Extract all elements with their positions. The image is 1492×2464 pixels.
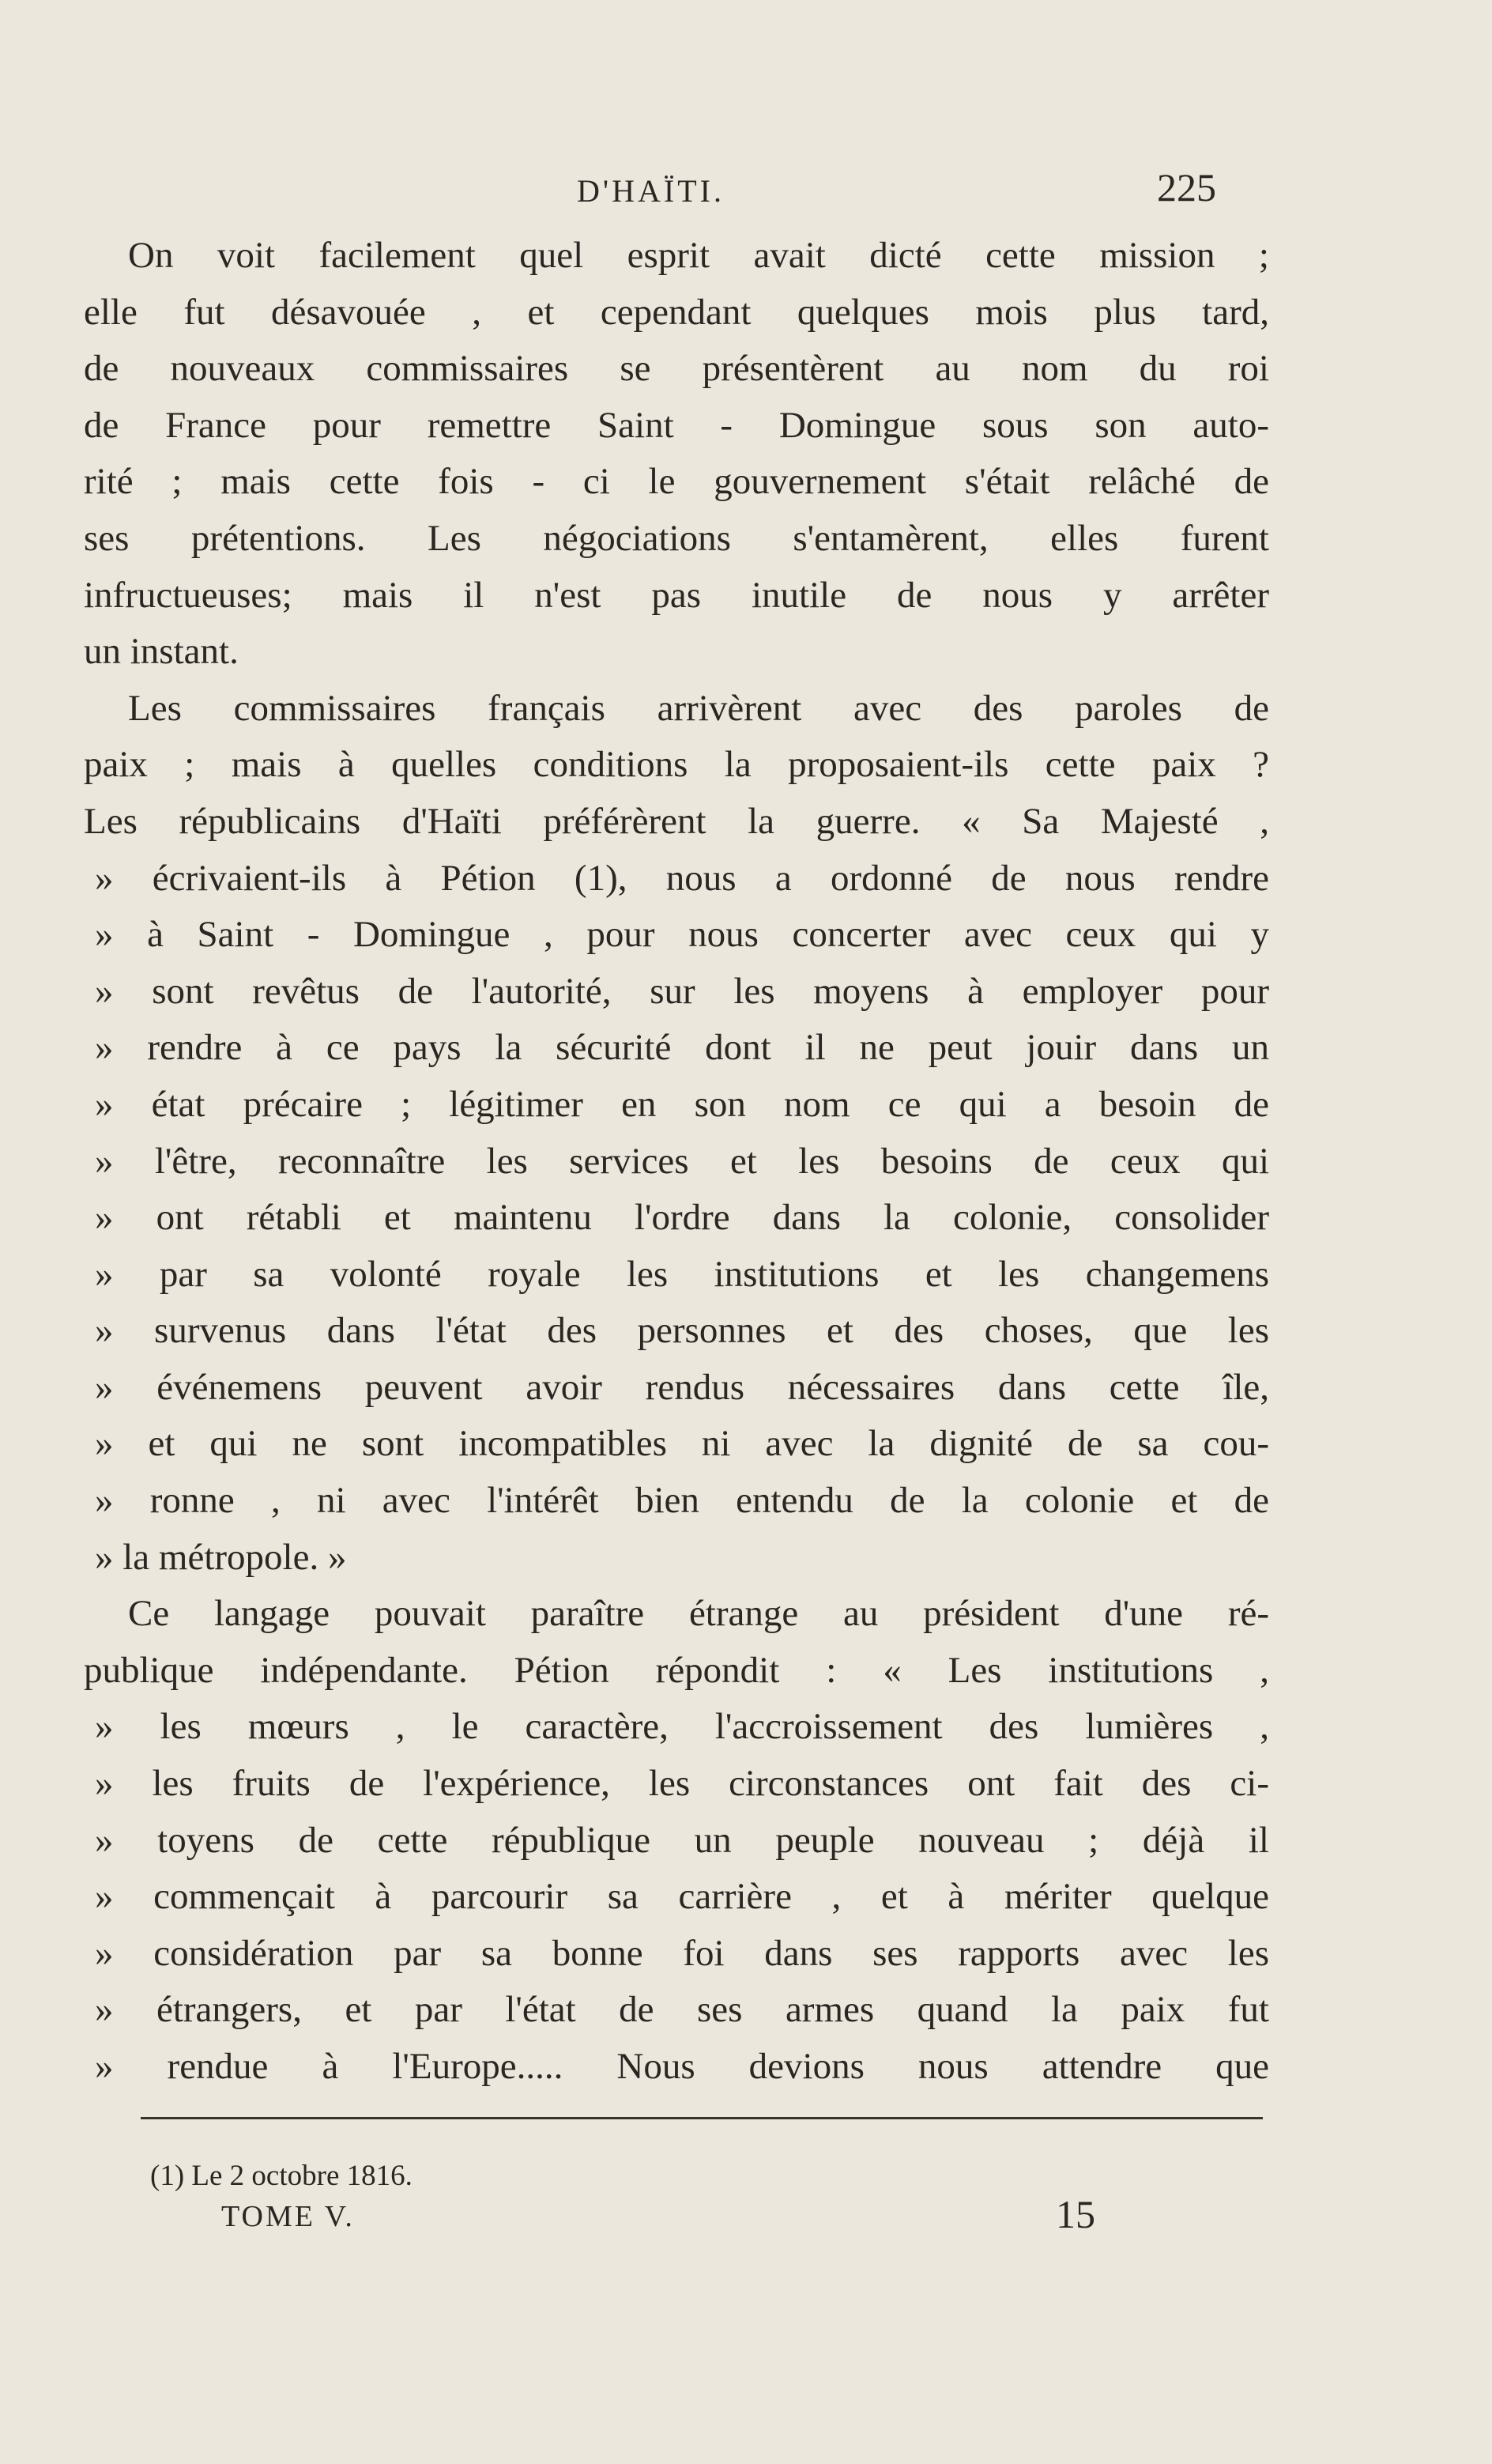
text-line: » les mœurs , le caractère, l'accroissement des lumières ,: [95, 1706, 1269, 1748]
text-line: » rendre à ce pays la sécurité dont il ne peut jouir dans un: [95, 1027, 1269, 1069]
text-line: elle fut désavouée , et cependant quelques mois plus tard,: [84, 291, 1269, 333]
text-line: paix ; mais à quelles conditions la proposaient-ils cette paix ?: [84, 744, 1269, 786]
text-line: » et qui ne sont incompatibles ni avec la dignité de sa cou-: [95, 1423, 1269, 1465]
running-title: D'HAÏTI.: [577, 173, 725, 209]
text-line: » sont revêtus de l'autorité, sur les moyens à employer pour: [95, 970, 1269, 1012]
text-line: infructueuses; mais il n'est pas inutile de nous y arrêter: [84, 574, 1269, 616]
text-line: ses prétentions. Les négociations s'entamèrent, elles furent: [84, 517, 1269, 559]
text-line: Ce langage pouvait paraître étrange au président d'une ré-: [128, 1593, 1269, 1635]
text-line: » toyens de cette république un peuple nouveau ; déjà il: [95, 1819, 1269, 1861]
running-head: [0, 164, 1492, 212]
text-line: » l'être, reconnaître les services et les besoins de ceux qui: [95, 1140, 1269, 1182]
footnote: (1) Le 2 octobre 1816.: [150, 2160, 413, 2192]
signature-number: 15: [1056, 2192, 1095, 2236]
text-line: » événemens peuvent avoir rendus nécessaires dans cette île,: [95, 1366, 1269, 1408]
body-text: [84, 228, 1269, 2096]
text-line: » rendue à l'Europe..... Nous devions nous attendre que: [95, 2046, 1269, 2087]
text-line: » considération par sa bonne foi dans ses rapports avec les: [95, 1932, 1269, 1974]
text-line: » par sa volonté royale les institutions et les changemens: [95, 1253, 1269, 1295]
text-line: » la métropole. »: [95, 1536, 347, 1578]
text-line: Les républicains d'Haïti préférèrent la guerre. « Sa Majesté ,: [84, 800, 1269, 842]
text-line: » état précaire ; légitimer en son nom ce qui a besoin de: [95, 1083, 1269, 1125]
text-line: On voit facilement quel esprit avait dicté cette mission ;: [128, 235, 1269, 276]
footnote-rule: [141, 2117, 1263, 2119]
text-line: » à Saint - Domingue , pour nous concerter avec ceux qui y: [95, 914, 1269, 956]
page-number: 225: [1157, 165, 1216, 209]
text-line: » étrangers, et par l'état de ses armes quand la paix fut: [95, 1989, 1269, 2031]
text-line: » les fruits de l'expérience, les circonstances ont fait des ci-: [95, 1763, 1269, 1805]
text-line: » écrivaient-ils à Pétion (1), nous a ordonné de nous rendre: [95, 857, 1269, 899]
text-line: de France pour remettre Saint - Domingue sous son auto-: [84, 404, 1269, 446]
text-line: » commençait à parcourir sa carrière , et à mériter quelque: [95, 1876, 1269, 1918]
text-line: publique indépendante. Pétion répondit : « Les institutions ,: [84, 1649, 1269, 1691]
text-line: » survenus dans l'état des personnes et des choses, que les: [95, 1310, 1269, 1352]
text-line: » ronne , ni avec l'intérêt bien entendu de la colonie et de: [95, 1480, 1269, 1522]
text-line: Les commissaires français arrivèrent avec des paroles de: [128, 687, 1269, 729]
signature-mark: TOME V.: [221, 2200, 355, 2233]
text-line: de nouveaux commissaires se présentèrent au nom du roi: [84, 348, 1269, 390]
text-line: un instant.: [84, 631, 239, 673]
text-line: rité ; mais cette fois - ci le gouvernement s'était relâché de: [84, 461, 1269, 503]
text-line: » ont rétabli et maintenu l'ordre dans la colonie, consolider: [95, 1197, 1269, 1239]
